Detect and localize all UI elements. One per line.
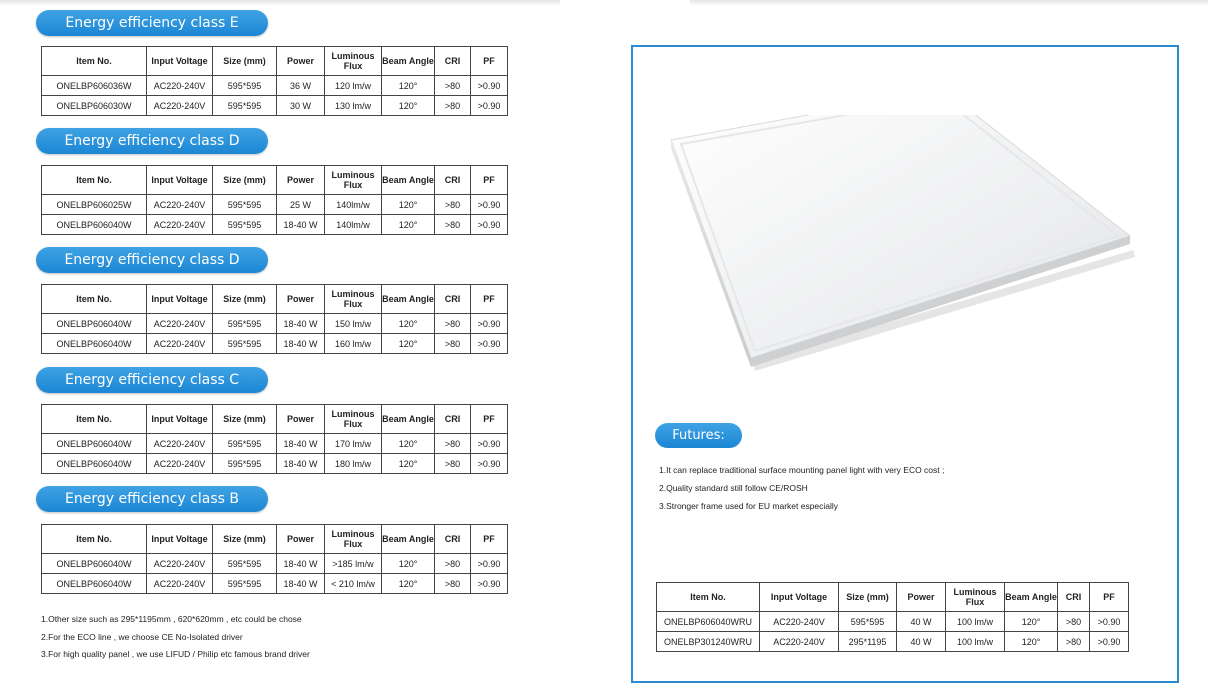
table-cell: 120°	[382, 96, 435, 116]
table-cell: 120 lm/w	[325, 76, 382, 96]
table-cell: >80	[435, 574, 471, 594]
column-header: Size (mm)	[213, 166, 277, 195]
table-cell: AC220-240V	[147, 314, 213, 334]
table-cell: >0.90	[1090, 632, 1129, 652]
table-cell: 120°	[382, 434, 435, 454]
column-header: PF	[471, 166, 508, 195]
column-header: Size (mm)	[213, 285, 277, 314]
table-cell: AC220-240V	[147, 96, 213, 116]
top-shadow-left	[0, 0, 560, 6]
table-cell: >0.90	[471, 314, 508, 334]
column-header: Beam Angle	[1005, 583, 1058, 612]
table-cell: >80	[435, 554, 471, 574]
table-cell: < 210 lm/w	[325, 574, 382, 594]
column-header: Luminous Flux	[325, 285, 382, 314]
table-cell: ONELBP606040W	[42, 314, 147, 334]
table-row	[42, 574, 508, 594]
column-header: Input Voltage	[760, 583, 839, 612]
section-title-class-d-2: Energy efficiency class D	[36, 247, 268, 273]
led-panel-image	[663, 115, 1153, 375]
column-header: Item No.	[42, 525, 147, 554]
table-cell: AC220-240V	[147, 334, 213, 354]
table-cell: >0.90	[471, 76, 508, 96]
table-cell: AC220-240V	[147, 454, 213, 474]
column-header: Beam Angle	[382, 47, 435, 76]
table-cell: >185 lm/w	[325, 554, 382, 574]
table-cell: ONELBP606040W	[42, 574, 147, 594]
column-header: Beam Angle	[382, 525, 435, 554]
column-header: Beam Angle	[382, 285, 435, 314]
table-cell: >0.90	[471, 434, 508, 454]
table-cell: 120°	[1005, 632, 1058, 652]
spec-table-class-d-2	[41, 284, 508, 354]
column-header: CRI	[435, 166, 471, 195]
table-cell: 25 W	[277, 195, 325, 215]
column-header: CRI	[435, 285, 471, 314]
table-cell: 140lm/w	[325, 195, 382, 215]
table-cell: AC220-240V	[147, 76, 213, 96]
table-row	[42, 554, 508, 574]
table-row	[42, 334, 508, 354]
table-cell: 18-40 W	[277, 215, 325, 235]
top-shadow-right	[690, 0, 1208, 6]
product-spec-table	[656, 582, 1129, 652]
table-cell: AC220-240V	[760, 632, 839, 652]
table-cell: >80	[435, 434, 471, 454]
table-cell: ONELBP606030W	[42, 96, 147, 116]
column-header: Luminous Flux	[325, 405, 382, 434]
column-header: CRI	[435, 525, 471, 554]
table-cell: 18-40 W	[277, 434, 325, 454]
table-row	[42, 314, 508, 334]
table-cell: ONELBP301240WRU	[657, 632, 760, 652]
column-header: Input Voltage	[147, 405, 213, 434]
table-cell: 595*595	[213, 454, 277, 474]
column-header: Power	[277, 47, 325, 76]
table-header-row	[42, 166, 508, 195]
table-cell: 595*595	[213, 434, 277, 454]
column-header: Input Voltage	[147, 285, 213, 314]
table-row	[42, 434, 508, 454]
table-cell: >0.90	[471, 195, 508, 215]
note-item: 1.Other size such as 295*1195mm , 620*620mm , etc could be chose	[41, 614, 302, 624]
table-cell: >0.90	[471, 334, 508, 354]
column-header: Beam Angle	[382, 166, 435, 195]
column-header: Item No.	[42, 47, 147, 76]
column-header: Power	[277, 285, 325, 314]
column-header: Luminous Flux	[946, 583, 1005, 612]
column-header: PF	[471, 285, 508, 314]
table-cell: >80	[1058, 632, 1090, 652]
column-header: PF	[1090, 583, 1129, 612]
column-header: Beam Angle	[382, 405, 435, 434]
table-cell: ONELBP606040WRU	[657, 612, 760, 632]
column-header: Item No.	[42, 166, 147, 195]
column-header: CRI	[1058, 583, 1090, 612]
table-cell: 120°	[382, 215, 435, 235]
column-header: Item No.	[42, 405, 147, 434]
table-cell: ONELBP606040W	[42, 454, 147, 474]
table-row	[42, 96, 508, 116]
table-row	[42, 195, 508, 215]
table-cell: >80	[1058, 612, 1090, 632]
table-cell: AC220-240V	[760, 612, 839, 632]
table-cell: 120°	[382, 554, 435, 574]
table-cell: 295*1195	[839, 632, 897, 652]
column-header: Size (mm)	[213, 405, 277, 434]
table-cell: >80	[435, 314, 471, 334]
column-header: CRI	[435, 405, 471, 434]
table-cell: 30 W	[277, 96, 325, 116]
table-header-row	[42, 525, 508, 554]
column-header: Power	[277, 525, 325, 554]
table-cell: AC220-240V	[147, 574, 213, 594]
table-cell: AC220-240V	[147, 195, 213, 215]
note-item: 2.For the ECO line , we choose CE No-Isolated driver	[41, 631, 243, 642]
table-cell: 595*595	[213, 574, 277, 594]
table-cell: 36 W	[277, 76, 325, 96]
table-cell: 170 lm/w	[325, 434, 382, 454]
table-cell: ONELBP606040W	[42, 554, 147, 574]
table-header-row	[42, 47, 508, 76]
table-cell: >0.90	[471, 215, 508, 235]
table-header-row	[42, 285, 508, 314]
table-cell: >80	[435, 195, 471, 215]
table-cell: 120°	[382, 334, 435, 354]
column-header: Item No.	[42, 285, 147, 314]
table-cell: >0.90	[471, 554, 508, 574]
table-cell: >0.90	[471, 454, 508, 474]
note-item: 3.For high quality panel , we use LIFUD / Philip etc famous brand driver	[41, 649, 310, 659]
table-cell: >80	[435, 215, 471, 235]
column-header: Size (mm)	[213, 525, 277, 554]
table-cell: 120°	[382, 574, 435, 594]
column-header: Luminous Flux	[325, 166, 382, 195]
section-title-class-c: Energy efficiency class C	[36, 367, 268, 393]
table-cell: 100 lm/w	[946, 612, 1005, 632]
table-cell: 180 lm/w	[325, 454, 382, 474]
feature-item: 2.Quality standard still follow CE/ROSH	[659, 483, 808, 493]
spec-table-class-e	[41, 46, 508, 116]
column-header: Input Voltage	[147, 47, 213, 76]
table-cell: 595*595	[213, 76, 277, 96]
notes-list	[41, 611, 310, 664]
table-cell: 18-40 W	[277, 334, 325, 354]
table-cell: 595*595	[213, 334, 277, 354]
table-cell: 140lm/w	[325, 215, 382, 235]
table-cell: 160 lm/w	[325, 334, 382, 354]
table-cell: 120°	[382, 195, 435, 215]
column-header: Size (mm)	[839, 583, 897, 612]
table-cell: 120°	[382, 314, 435, 334]
column-header: Item No.	[657, 583, 760, 612]
table-header-row	[657, 583, 1129, 612]
column-header: Input Voltage	[147, 166, 213, 195]
column-header: PF	[471, 405, 508, 434]
table-row	[42, 454, 508, 474]
column-header: Luminous Flux	[325, 47, 382, 76]
table-cell: 150 lm/w	[325, 314, 382, 334]
column-header: Input Voltage	[147, 525, 213, 554]
table-cell: >80	[435, 96, 471, 116]
table-cell: ONELBP606040W	[42, 434, 147, 454]
table-cell: 18-40 W	[277, 554, 325, 574]
section-title-class-b: Energy efficiency class B	[36, 486, 268, 512]
table-cell: 595*595	[213, 554, 277, 574]
feature-item: 1.It can replace traditional surface mounting panel light with very ECO cost ;	[659, 465, 945, 475]
table-cell: >0.90	[1090, 612, 1129, 632]
section-title-class-d-1: Energy efficiency class D	[36, 128, 268, 154]
column-header: Size (mm)	[213, 47, 277, 76]
column-header: Luminous Flux	[325, 525, 382, 554]
table-row	[657, 612, 1129, 632]
table-cell: >0.90	[471, 96, 508, 116]
table-cell: 595*595	[213, 96, 277, 116]
column-header: PF	[471, 525, 508, 554]
table-cell: 595*595	[839, 612, 897, 632]
table-cell: 18-40 W	[277, 454, 325, 474]
table-cell: 18-40 W	[277, 574, 325, 594]
futures-title: Futures:	[655, 423, 742, 448]
spec-table-class-d-1	[41, 165, 508, 235]
spec-table-class-c	[41, 404, 508, 474]
table-cell: 120°	[1005, 612, 1058, 632]
table-cell: 120°	[382, 76, 435, 96]
features-list	[659, 461, 944, 515]
table-row	[42, 76, 508, 96]
table-cell: AC220-240V	[147, 215, 213, 235]
column-header: PF	[471, 47, 508, 76]
column-header: Power	[277, 166, 325, 195]
column-header: CRI	[435, 47, 471, 76]
table-cell: >80	[435, 334, 471, 354]
spec-table-class-b	[41, 524, 508, 594]
table-cell: ONELBP606040W	[42, 334, 147, 354]
table-header-row	[42, 405, 508, 434]
table-cell: ONELBP606036W	[42, 76, 147, 96]
table-cell: AC220-240V	[147, 554, 213, 574]
feature-item: 3.Stronger frame used for EU market especially	[659, 501, 839, 511]
table-cell: 595*595	[213, 195, 277, 215]
table-cell: 120°	[382, 454, 435, 474]
table-cell: >80	[435, 454, 471, 474]
table-cell: 40 W	[897, 612, 946, 632]
column-header: Power	[897, 583, 946, 612]
table-cell: >80	[435, 76, 471, 96]
table-cell: 18-40 W	[277, 314, 325, 334]
table-cell: AC220-240V	[147, 434, 213, 454]
table-cell: ONELBP606025W	[42, 195, 147, 215]
table-cell: ONELBP606040W	[42, 215, 147, 235]
table-cell: 100 lm/w	[946, 632, 1005, 652]
table-row	[657, 632, 1129, 652]
table-cell: 595*595	[213, 215, 277, 235]
table-cell: >0.90	[471, 574, 508, 594]
table-cell: 595*595	[213, 314, 277, 334]
table-cell: 130 lm/w	[325, 96, 382, 116]
column-header: Power	[277, 405, 325, 434]
table-row	[42, 215, 508, 235]
table-cell: 40 W	[897, 632, 946, 652]
section-title-class-e: Energy efficiency class E	[36, 10, 268, 36]
